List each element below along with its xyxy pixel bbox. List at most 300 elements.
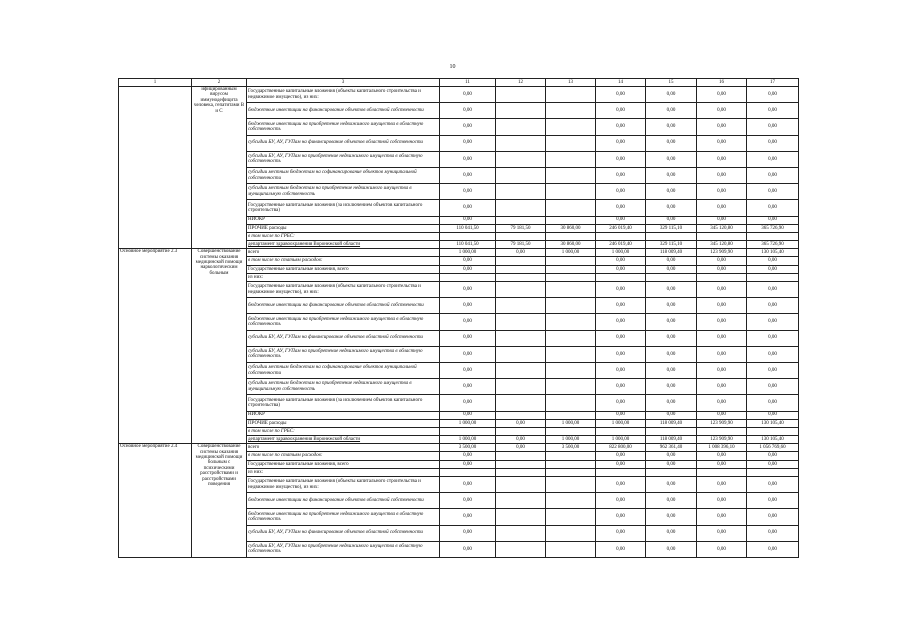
value-cell: 0,00 [747, 298, 799, 314]
value-cell [546, 346, 596, 362]
col-header: 16 [697, 79, 747, 87]
value-cell: 0,00 [646, 362, 697, 378]
topic-cell: ифицированным вирусом иммунодефицита человека, гепатитами В и С [192, 87, 247, 249]
value-cell [496, 346, 546, 362]
value-cell [496, 167, 546, 183]
value-cell: 0,00 [496, 419, 546, 427]
value-cell: 0,00 [646, 87, 697, 103]
measure-cell: Основное мероприятие 2.4 [119, 444, 192, 558]
value-cell: 1 008 396,10 [697, 444, 747, 452]
value-cell: 0,00 [596, 379, 646, 395]
value-cell [546, 330, 596, 346]
expense-item-label: Государственные капитальные вложения, всего [247, 265, 440, 273]
value-cell: 0,00 [697, 379, 747, 395]
value-cell [546, 216, 596, 224]
col-header: 1 [119, 79, 192, 87]
value-cell [646, 427, 697, 435]
expense-item-label: всего [247, 249, 440, 257]
value-cell: 0,00 [440, 119, 496, 135]
value-cell: 0,00 [646, 314, 697, 330]
col-header: 2 [192, 79, 247, 87]
value-cell [546, 167, 596, 183]
value-cell: 0,00 [697, 265, 747, 273]
expense-item-label: департамент здравоохранения Воронежской области [247, 436, 440, 444]
value-cell [646, 232, 697, 240]
expense-item-label: в том числе по статьям расходов: [247, 257, 440, 265]
value-cell: 0,00 [747, 346, 799, 362]
value-cell [496, 135, 546, 151]
topic-cell: Совершенствование системы оказания медицинской помощи больным с психическими расстройствами и расстройствами поведения [192, 444, 247, 558]
value-cell: 0,00 [646, 525, 697, 541]
value-cell: 0,00 [646, 298, 697, 314]
value-cell [496, 314, 546, 330]
value-cell: 0,00 [440, 298, 496, 314]
value-cell [496, 427, 546, 435]
value-cell: 0,00 [596, 314, 646, 330]
value-cell: 962 361,40 [646, 444, 697, 452]
value-cell: 0,00 [596, 395, 646, 411]
value-cell: 0,00 [440, 395, 496, 411]
value-cell: 0,00 [440, 525, 496, 541]
expense-item-label: бюджетные инвестиции на приобретение недвижимого имущества в областную собственность [247, 119, 440, 135]
expense-item-label: Государственные капитальные вложения (за исключением объектов капитального строительства) [247, 200, 440, 216]
value-cell [496, 541, 546, 557]
value-cell: 329 115,10 [646, 224, 697, 232]
value-cell: 365 726,90 [747, 224, 799, 232]
value-cell: 1 000,00 [546, 419, 596, 427]
value-cell [546, 452, 596, 460]
value-cell [496, 119, 546, 135]
value-cell: 0,00 [646, 257, 697, 265]
value-cell: 0,00 [596, 411, 646, 419]
value-cell: 0,00 [697, 346, 747, 362]
value-cell: 0,00 [646, 282, 697, 298]
table-row [119, 87, 799, 103]
value-cell [440, 232, 496, 240]
value-cell: 0,00 [697, 298, 747, 314]
value-cell: 0,00 [697, 314, 747, 330]
value-cell: 0,00 [697, 135, 747, 151]
value-cell: 130 105,40 [747, 419, 799, 427]
value-cell: 0,00 [747, 103, 799, 119]
value-cell: 0,00 [646, 167, 697, 183]
value-cell: 0,00 [747, 395, 799, 411]
measure-cell: Основное мероприятие 2.3 [119, 249, 192, 444]
expense-item-label: НИОКР [247, 411, 440, 419]
value-cell [546, 151, 596, 167]
value-cell [546, 493, 596, 509]
value-cell: 1 000,00 [440, 436, 496, 444]
value-cell [546, 395, 596, 411]
value-cell [496, 452, 546, 460]
value-cell: 123 909,90 [697, 419, 747, 427]
value-cell [546, 135, 596, 151]
value-cell [697, 468, 747, 476]
value-cell: 0,00 [747, 452, 799, 460]
expense-item-label: Государственные капитальные вложения, всего [247, 460, 440, 468]
value-cell: 0,00 [440, 362, 496, 378]
value-cell [546, 525, 596, 541]
value-cell: 0,00 [496, 444, 546, 452]
value-cell: 0,00 [697, 184, 747, 200]
value-cell: 0,00 [440, 151, 496, 167]
value-cell [546, 427, 596, 435]
value-cell [440, 468, 496, 476]
value-cell [440, 273, 496, 281]
value-cell [546, 411, 596, 419]
value-cell: 0,00 [440, 411, 496, 419]
value-cell: 0,00 [440, 541, 496, 557]
value-cell: 0,00 [747, 200, 799, 216]
value-cell [546, 184, 596, 200]
value-cell: 0,00 [646, 452, 697, 460]
value-cell: 0,00 [697, 87, 747, 103]
value-cell [596, 273, 646, 281]
expense-item-label: субсидии местным бюджетам на софинансирование объектов муниципальной собственности [247, 167, 440, 183]
value-cell: 0,00 [646, 509, 697, 525]
value-cell [546, 314, 596, 330]
expense-item-label: бюджетные инвестиции на приобретение недвижимого имущества в областную собственность [247, 314, 440, 330]
value-cell: 0,00 [646, 200, 697, 216]
expense-item-label: бюджетные инвестиции на приобретение недвижимого имущества в областную собственность [247, 509, 440, 525]
measure-cell [119, 87, 192, 249]
value-cell: 0,00 [697, 395, 747, 411]
expense-item-label: субсидии БУ, АУ, ГУПам на финансирование объектов областной собственности [247, 330, 440, 346]
table-row [119, 249, 799, 257]
value-cell: 0,00 [747, 460, 799, 468]
value-cell: 0,00 [596, 541, 646, 557]
value-cell [496, 200, 546, 216]
value-cell [546, 282, 596, 298]
value-cell [546, 103, 596, 119]
value-cell: 0,00 [697, 452, 747, 460]
expense-item-label: Государственные капитальные вложения (объекты капитального строительства и недвижимое имущество), из них: [247, 282, 440, 298]
value-cell: 0,00 [697, 200, 747, 216]
value-cell [697, 273, 747, 281]
value-cell: 0,00 [496, 249, 546, 257]
value-cell: 0,00 [440, 103, 496, 119]
value-cell: 0,00 [747, 330, 799, 346]
value-cell: 0,00 [440, 452, 496, 460]
col-header: 17 [747, 79, 799, 87]
value-cell: 110 041,50 [440, 241, 496, 249]
expense-item-label: в том числе по ГРБС: [247, 427, 440, 435]
expense-item-label: из них: [247, 273, 440, 281]
expense-item-label: Государственные капитальные вложения (объекты капитального строительства и недвижимое имущество), из них: [247, 477, 440, 493]
value-cell: 0,00 [747, 282, 799, 298]
col-header: 11 [440, 79, 496, 87]
value-cell [546, 119, 596, 135]
value-cell: 0,00 [747, 151, 799, 167]
value-cell: 0,00 [596, 87, 646, 103]
value-cell: 118 009,40 [646, 419, 697, 427]
value-cell: 1 000,00 [546, 249, 596, 257]
value-cell: 0,00 [646, 379, 697, 395]
value-cell [596, 427, 646, 435]
value-cell: 0,00 [747, 216, 799, 224]
value-cell: 0,00 [440, 135, 496, 151]
expense-item-label: в том числе по ГРБС: [247, 232, 440, 240]
expense-item-label: субсидии БУ, АУ, ГУПам на финансирование объектов областной собственности [247, 525, 440, 541]
col-header: 13 [546, 79, 596, 87]
value-cell [496, 379, 546, 395]
value-cell: 1 056 769,60 [747, 444, 799, 452]
expense-item-label: из них: [247, 468, 440, 476]
value-cell [496, 362, 546, 378]
value-cell: 0,00 [646, 135, 697, 151]
value-cell: 0,00 [440, 460, 496, 468]
expense-item-label: бюджетные инвестиции на финансирование объектов областной собственности [247, 103, 440, 119]
value-cell [546, 460, 596, 468]
value-cell [596, 468, 646, 476]
value-cell: 0,00 [596, 330, 646, 346]
value-cell [496, 265, 546, 273]
value-cell: 0,00 [496, 436, 546, 444]
value-cell: 123 909,90 [697, 436, 747, 444]
expense-item-label: НИОКР [247, 216, 440, 224]
value-cell [546, 379, 596, 395]
value-cell: 0,00 [596, 135, 646, 151]
value-cell [546, 541, 596, 557]
value-cell [496, 257, 546, 265]
value-cell [496, 330, 546, 346]
value-cell [546, 298, 596, 314]
table-body [119, 87, 799, 558]
value-cell: 118 009,40 [646, 249, 697, 257]
expense-item-label: ПРОЧИЕ расходы [247, 419, 440, 427]
value-cell: 0,00 [596, 257, 646, 265]
value-cell [747, 273, 799, 281]
value-cell: 0,00 [747, 493, 799, 509]
value-cell: 0,00 [596, 200, 646, 216]
value-cell [546, 468, 596, 476]
expense-item-label: субсидии БУ, АУ, ГУПам на приобретение недвижимого имущества в областную собственность [247, 541, 440, 557]
value-cell [496, 216, 546, 224]
value-cell: 0,00 [747, 379, 799, 395]
value-cell [546, 362, 596, 378]
value-cell: 0,00 [747, 525, 799, 541]
value-cell [747, 232, 799, 240]
topic-cell: Совершенствование системы оказания медицинской помощи наркологическим больным [192, 249, 247, 444]
value-cell: 365 726,90 [747, 241, 799, 249]
value-cell [496, 298, 546, 314]
value-cell [496, 411, 546, 419]
value-cell: 0,00 [697, 257, 747, 265]
value-cell: 0,00 [596, 103, 646, 119]
expense-item-label: в том числе по статьям расходов: [247, 452, 440, 460]
value-cell: 0,00 [646, 184, 697, 200]
value-cell: 0,00 [646, 346, 697, 362]
value-cell: 0,00 [747, 541, 799, 557]
expense-item-label: ПРОЧИЕ расходы [247, 224, 440, 232]
expense-item-label: субсидии БУ, АУ, ГУПам на приобретение недвижимого имущества в областную собственность [247, 151, 440, 167]
value-cell: 0,00 [747, 477, 799, 493]
value-cell: 0,00 [596, 151, 646, 167]
value-cell: 1 000,00 [546, 436, 596, 444]
value-cell: 329 115,10 [646, 241, 697, 249]
value-cell [546, 257, 596, 265]
value-cell: 0,00 [697, 167, 747, 183]
value-cell [496, 87, 546, 103]
value-cell: 0,00 [747, 135, 799, 151]
value-cell: 30 860,00 [546, 241, 596, 249]
value-cell: 0,00 [697, 119, 747, 135]
value-cell: 0,00 [596, 216, 646, 224]
value-cell: 0,00 [440, 493, 496, 509]
value-cell: 0,00 [596, 346, 646, 362]
value-cell: 0,00 [697, 460, 747, 468]
value-cell: 0,00 [440, 184, 496, 200]
value-cell: 0,00 [596, 362, 646, 378]
value-cell: 0,00 [440, 314, 496, 330]
value-cell [546, 265, 596, 273]
value-cell: 246 019,40 [596, 241, 646, 249]
value-cell: 246 019,40 [596, 224, 646, 232]
value-cell [546, 273, 596, 281]
value-cell: 0,00 [697, 509, 747, 525]
value-cell: 0,00 [440, 257, 496, 265]
value-cell [546, 509, 596, 525]
value-cell: 0,00 [596, 265, 646, 273]
value-cell: 0,00 [596, 477, 646, 493]
value-cell: 0,00 [646, 493, 697, 509]
value-cell: 118 009,40 [646, 436, 697, 444]
value-cell: 130 105,40 [747, 436, 799, 444]
value-cell: 0,00 [596, 282, 646, 298]
value-cell: 0,00 [596, 509, 646, 525]
value-cell: 79 181,50 [496, 224, 546, 232]
value-cell: 0,00 [646, 103, 697, 119]
value-cell [496, 477, 546, 493]
value-cell [496, 395, 546, 411]
value-cell: 1 000,00 [440, 249, 496, 257]
value-cell: 110 041,50 [440, 224, 496, 232]
table-row [119, 444, 799, 452]
value-cell: 0,00 [596, 493, 646, 509]
value-cell: 345 120,80 [697, 224, 747, 232]
col-header: 14 [596, 79, 646, 87]
value-cell: 0,00 [747, 362, 799, 378]
value-cell: 0,00 [596, 298, 646, 314]
expense-item-label: всего [247, 444, 440, 452]
value-cell: 0,00 [697, 525, 747, 541]
header-row [119, 79, 799, 87]
value-cell: 0,00 [646, 411, 697, 419]
value-cell: 130 105,40 [747, 249, 799, 257]
value-cell: 0,00 [646, 330, 697, 346]
value-cell [596, 232, 646, 240]
expense-item-label: бюджетные инвестиции на финансирование объектов областной собственности [247, 298, 440, 314]
value-cell: 0,00 [440, 200, 496, 216]
budget-table [118, 78, 799, 558]
value-cell [546, 232, 596, 240]
value-cell: 0,00 [697, 216, 747, 224]
value-cell: 0,00 [697, 103, 747, 119]
value-cell [546, 200, 596, 216]
value-cell: 0,00 [747, 411, 799, 419]
value-cell: 0,00 [646, 477, 697, 493]
value-cell: 3 500,00 [440, 444, 496, 452]
value-cell: 0,00 [596, 460, 646, 468]
value-cell: 1 000,00 [596, 249, 646, 257]
value-cell [496, 493, 546, 509]
value-cell: 0,00 [646, 395, 697, 411]
value-cell: 0,00 [440, 346, 496, 362]
value-cell: 79 181,50 [496, 241, 546, 249]
col-header: 15 [646, 79, 697, 87]
expense-item-label: субсидии местным бюджетам на софинансирование объектов муниципальной собственности [247, 362, 440, 378]
value-cell: 0,00 [440, 265, 496, 273]
value-cell: 0,00 [646, 216, 697, 224]
value-cell: 822 800,00 [596, 444, 646, 452]
expense-item-label: бюджетные инвестиции на финансирование объектов областной собственности [247, 493, 440, 509]
value-cell: 0,00 [646, 151, 697, 167]
value-cell [496, 460, 546, 468]
value-cell: 0,00 [747, 87, 799, 103]
value-cell: 345 120,80 [697, 241, 747, 249]
value-cell: 0,00 [747, 265, 799, 273]
value-cell: 0,00 [747, 509, 799, 525]
value-cell: 0,00 [747, 314, 799, 330]
value-cell [496, 509, 546, 525]
value-cell: 123 909,90 [697, 249, 747, 257]
value-cell [697, 232, 747, 240]
value-cell [646, 468, 697, 476]
value-cell [496, 525, 546, 541]
value-cell [496, 232, 546, 240]
value-cell [496, 282, 546, 298]
value-cell: 0,00 [646, 119, 697, 135]
value-cell: 30 860,00 [546, 224, 596, 232]
value-cell: 0,00 [697, 330, 747, 346]
expense-item-label: субсидии БУ, АУ, ГУПам на приобретение недвижимого имущества в областную собственность [247, 346, 440, 362]
expense-item-label: Государственные капитальные вложения (объекты капитального строительства и недвижимое имущество), из них: [247, 87, 440, 103]
page-number: 10 [449, 64, 456, 70]
value-cell: 0,00 [747, 167, 799, 183]
value-cell: 0,00 [596, 452, 646, 460]
value-cell: 3 500,00 [546, 444, 596, 452]
expense-item-label: субсидии местным бюджетам на приобретение недвижимого имущества в муниципальную собственность [247, 184, 440, 200]
value-cell: 0,00 [440, 330, 496, 346]
value-cell: 0,00 [596, 119, 646, 135]
value-cell [496, 468, 546, 476]
value-cell: 0,00 [440, 87, 496, 103]
value-cell [496, 103, 546, 119]
value-cell: 0,00 [697, 151, 747, 167]
value-cell: 0,00 [747, 184, 799, 200]
value-cell: 1 000,00 [596, 419, 646, 427]
value-cell [747, 427, 799, 435]
value-cell: 0,00 [596, 184, 646, 200]
value-cell: 0,00 [697, 411, 747, 419]
value-cell: 0,00 [440, 477, 496, 493]
value-cell [496, 151, 546, 167]
expense-item-label: субсидии местным бюджетам на приобретение недвижимого имущества в муниципальную собственность [247, 379, 440, 395]
value-cell [697, 427, 747, 435]
value-cell [546, 87, 596, 103]
expense-item-label: департамент здравоохранения Воронежской области [247, 241, 440, 249]
value-cell: 0,00 [440, 216, 496, 224]
value-cell: 0,00 [697, 493, 747, 509]
value-cell: 0,00 [440, 282, 496, 298]
value-cell [496, 184, 546, 200]
value-cell: 0,00 [747, 119, 799, 135]
value-cell: 0,00 [440, 167, 496, 183]
col-header: 3 [247, 79, 440, 87]
value-cell: 0,00 [440, 379, 496, 395]
value-cell [646, 273, 697, 281]
value-cell [496, 273, 546, 281]
